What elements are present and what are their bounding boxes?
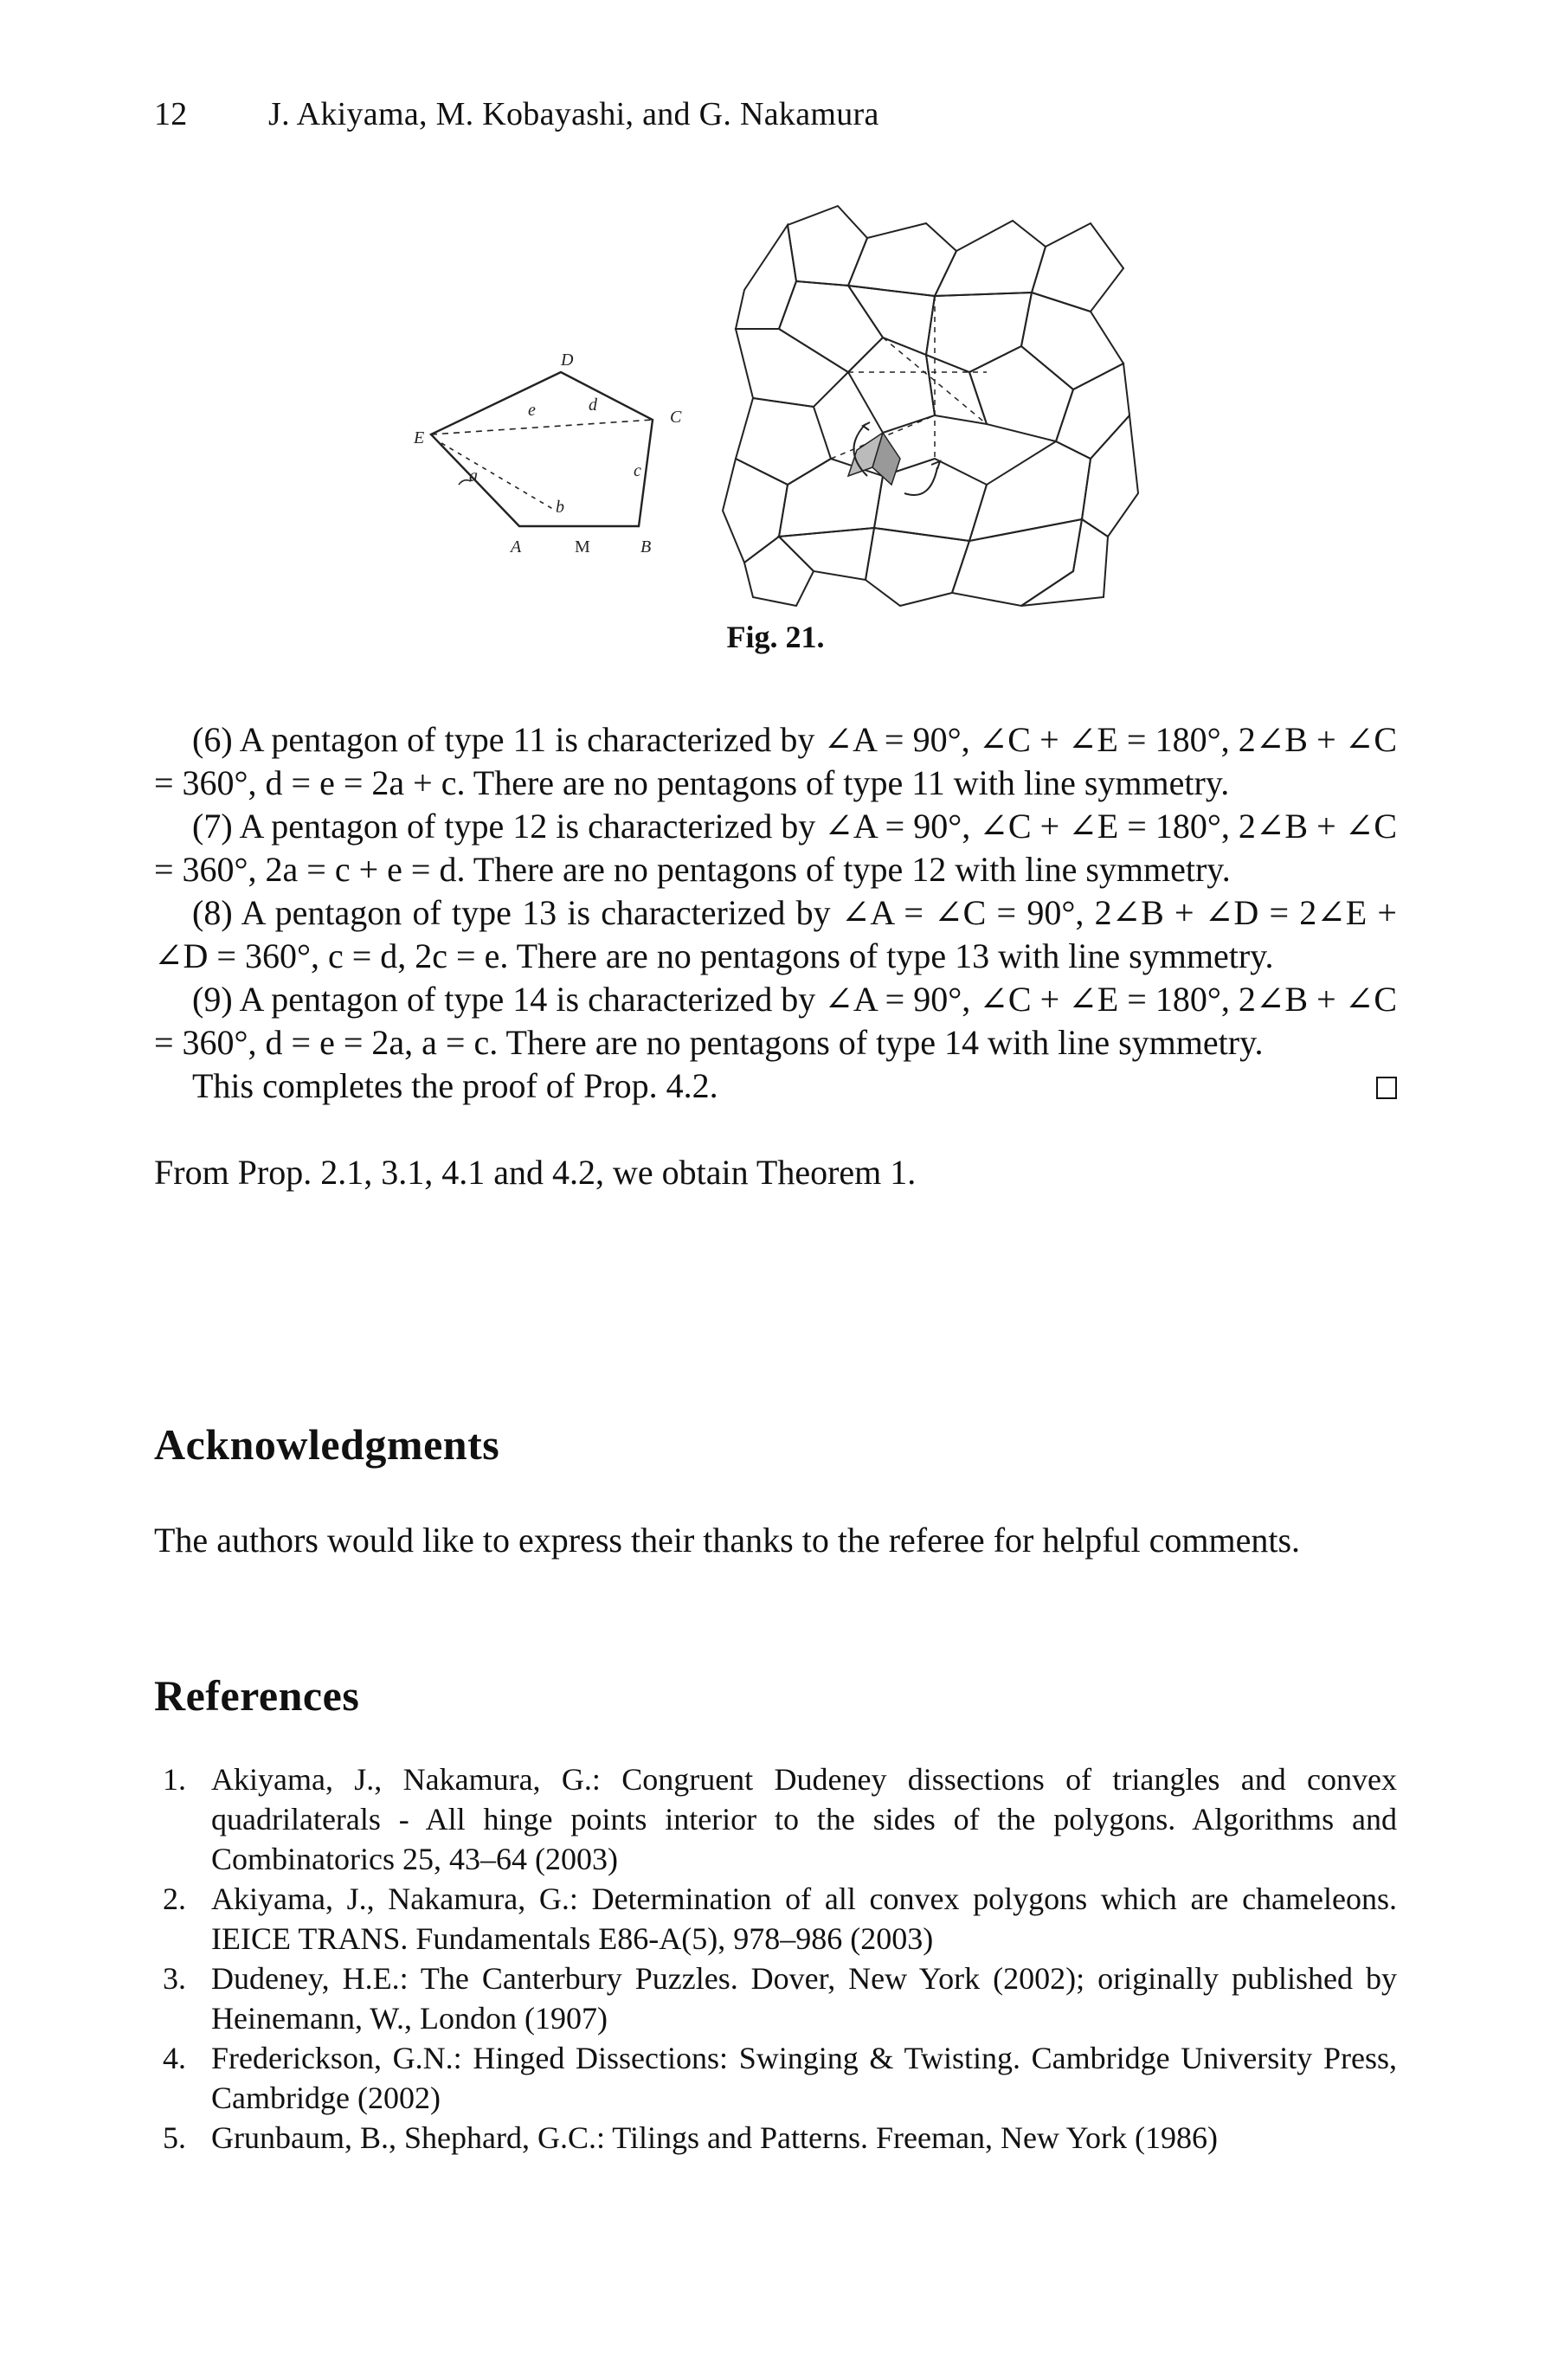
reference-item: 5. Grunbaum, B., Shephard, G.C.: Tilings and Patterns. Freeman, New York (1986) xyxy=(163,2120,1218,2155)
page-number: 12 xyxy=(154,96,188,132)
paragraph-type-12: (7) A pentagon of type 12 is characterized by ∠A = 90°, ∠C + ∠E = 180°, 2∠B + ∠C = 360°, 2a = c + e = d. There are no pentagons of type 12 with line symmetry. xyxy=(154,807,1397,889)
running-head xyxy=(154,95,879,133)
qed-box-icon xyxy=(1376,1077,1397,1099)
proof-end-line xyxy=(154,1065,1397,1108)
references-heading: References xyxy=(154,1671,360,1720)
paragraph-type-11: (6) A pentagon of type 11 is characterized by ∠A = 90°, ∠C + ∠E = 180°, 2∠B + ∠C = 360°, d = e = 2a + c. There are no pentagons of type 11 with line symmetry. xyxy=(154,720,1397,802)
authors: J. Akiyama, M. Kobayashi, and G. Nakamura xyxy=(268,96,879,132)
pentagon-diagram xyxy=(431,372,653,526)
rotation-arrow-right xyxy=(904,467,937,495)
label-M: M xyxy=(575,537,590,556)
paragraph-type-13: (8) A pentagon of type 13 is characterized by ∠A = ∠C = 90°, 2∠B + ∠D = 2∠E + ∠D = 360°, c = d, 2c = e. There are no pentagons of type 13 with line symmetry. xyxy=(154,893,1397,975)
pentagon-dashed-inner xyxy=(441,443,556,511)
reference-item: 2. Akiyama, J., Nakamura, G.: Determination of all convex polygons which are chameleons. IEICE TRANS. Fundamentals E86-A(5), 978–986 (2003) xyxy=(163,1881,1397,1956)
pentagon-diagonal xyxy=(431,420,653,434)
label-D: D xyxy=(561,351,574,370)
label-C: C xyxy=(670,408,682,427)
proof-end-text: This completes the proof of Prop. 4.2. xyxy=(192,1066,718,1105)
reference-item: 3. Dudeney, H.E.: The Canterbury Puzzles. Dover, New York (2002); originally published by Heinemann, W., London (1907) xyxy=(163,1961,1397,2036)
reference-item: 1. Akiyama, J., Nakamura, G.: Congruent Dudeney dissections of triangles and convex quadrilaterals - All hinge points interior to the sides of the polygons. Algorithms and Combinatorics 25, 43–64 (2003) xyxy=(163,1762,1397,1876)
label-d: d xyxy=(589,396,597,415)
figure-21-drawing xyxy=(329,199,1194,632)
pentagon-tiling xyxy=(723,206,1138,606)
tiling-row-5 xyxy=(744,519,1108,606)
label-a: a xyxy=(469,466,478,486)
tiling-row-4 xyxy=(723,415,1138,563)
tiling-row-3 xyxy=(736,338,1129,485)
label-E: E xyxy=(414,428,425,447)
tiling-row-2 xyxy=(736,281,1123,407)
conclusion: From Prop. 2.1, 3.1, 4.1 and 4.2, we obtain Theorem 1. xyxy=(154,1153,917,1192)
body-text xyxy=(154,718,1397,1194)
acknowledgments-heading: Acknowledgments xyxy=(154,1420,500,1469)
paragraph-type-14: (9) A pentagon of type 14 is characterized by ∠A = 90°, ∠C + ∠E = 180°, 2∠B + ∠C = 360°, d = e = 2a, a = c. There are no pentagons of type 14 with line symmetry. xyxy=(154,980,1397,1062)
label-B: B xyxy=(640,537,652,556)
reference-list xyxy=(154,1759,1397,2158)
label-b: b xyxy=(556,498,564,517)
tiling-row-1 xyxy=(736,206,1123,329)
acknowledgments-text: The authors would like to express their thanks to the referee for helpful comments. xyxy=(154,1521,1301,1560)
label-c: c xyxy=(634,461,641,480)
figure-caption: Fig. 21. xyxy=(726,620,825,654)
label-e: e xyxy=(528,401,536,420)
tiling-construction-lines xyxy=(831,296,987,459)
label-A: A xyxy=(511,537,522,556)
reference-item: 4. Frederickson, G.N.: Hinged Dissections: Swinging & Twisting. Cambridge University Press, Cambridge (2002) xyxy=(163,2041,1397,2115)
figure-21 xyxy=(329,199,1194,632)
